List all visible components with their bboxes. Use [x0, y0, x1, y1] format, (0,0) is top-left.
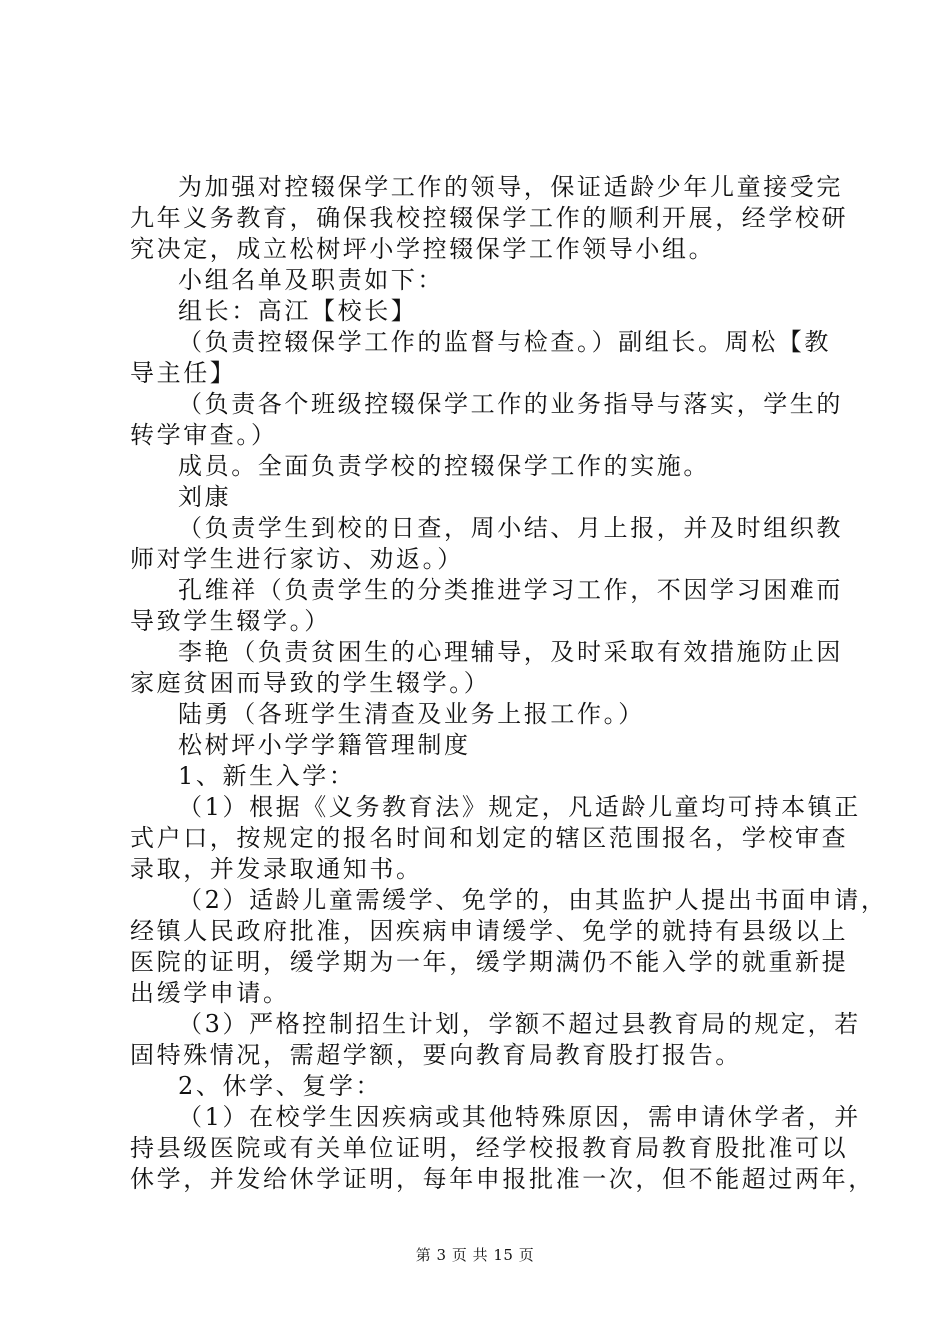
document-line: （1）根据《义务教育法》规定，凡适龄儿童均可持本镇正 [178, 793, 861, 821]
document-line: 松树坪小学学籍管理制度 [178, 731, 471, 759]
document-line: 家庭贫困而导致的学生辍学。） [130, 669, 491, 697]
document-line: （负责学生到校的日查，周小结、月上报，并及时组织教 [178, 514, 843, 542]
document-line: 出缓学申请。 [130, 979, 290, 1007]
document-line: 刘康 [178, 483, 232, 511]
document-line: 孔维祥（负责学生的分类推进学习工作，不因学习困难而 [178, 576, 843, 604]
document-line: 持县级医院或有关单位证明，经学校报教育局教育股批准可以 [130, 1134, 849, 1162]
document-line: 休学，并发给休学证明，每年申报批准一次，但不能超过两年， [130, 1165, 875, 1193]
document-line: 固特殊情况，需超学额，要向教育局教育股打报告。 [130, 1041, 742, 1069]
document-line: 导主任】 [130, 359, 237, 387]
document-line: 医院的证明，缓学期为一年，缓学期满仍不能入学的就重新提 [130, 948, 849, 976]
document-line: 录取，并发录取通知书。 [130, 855, 423, 883]
document-line: 李艳（负责贫困生的心理辅导，及时采取有效措施防止因 [178, 638, 843, 666]
document-line: （1）在校学生因疾病或其他特殊原因，需申请休学者，并 [178, 1103, 861, 1131]
document-line: 成员。全面负责学校的控辍保学工作的实施。 [178, 452, 710, 480]
document-line: 陆勇（各班学生清查及业务上报工作。） [178, 700, 645, 728]
document-line: 转学审查。） [130, 421, 278, 449]
document-line: 师对学生进行家访、劝返。） [130, 545, 464, 573]
document-line: 2、休学、复学： [178, 1072, 383, 1100]
document-line: 经镇人民政府批准，因疾病申请缓学、免学的就持有县级以上 [130, 917, 849, 945]
document-line: （2）适龄儿童需缓学、免学的，由其监护人提出书面申请， [178, 886, 888, 914]
document-line: 1、新生入学： [178, 762, 356, 790]
document-body [130, 172, 888, 1195]
document-line: 组长：高江【校长】 [178, 297, 418, 325]
document-line: （负责各个班级控辍保学工作的业务指导与落实，学生的 [178, 390, 843, 418]
document-line: （3）严格控制招生计划，学额不超过县教育局的规定，若 [178, 1010, 861, 1038]
document-line: 九年义务教育，确保我校控辍保学工作的顺利开展，经学校研 [130, 204, 849, 232]
document-line: 小组名单及职责如下： [178, 266, 444, 294]
document-line: 究决定，成立松树坪小学控辍保学工作领导小组。 [130, 235, 716, 263]
document-line: 为加强对控辍保学工作的领导，保证适龄少年儿童接受完 [178, 173, 843, 201]
document-line: 导致学生辍学。） [130, 607, 331, 635]
document-line: （负责控辍保学工作的监督与检查。）副组长。周松【教 [178, 328, 831, 356]
page-footer: 第 3 页 共 15 页 [415, 1246, 535, 1264]
document-line: 式户口，按规定的报名时间和划定的辖区范围报名，学校审查 [130, 824, 849, 852]
